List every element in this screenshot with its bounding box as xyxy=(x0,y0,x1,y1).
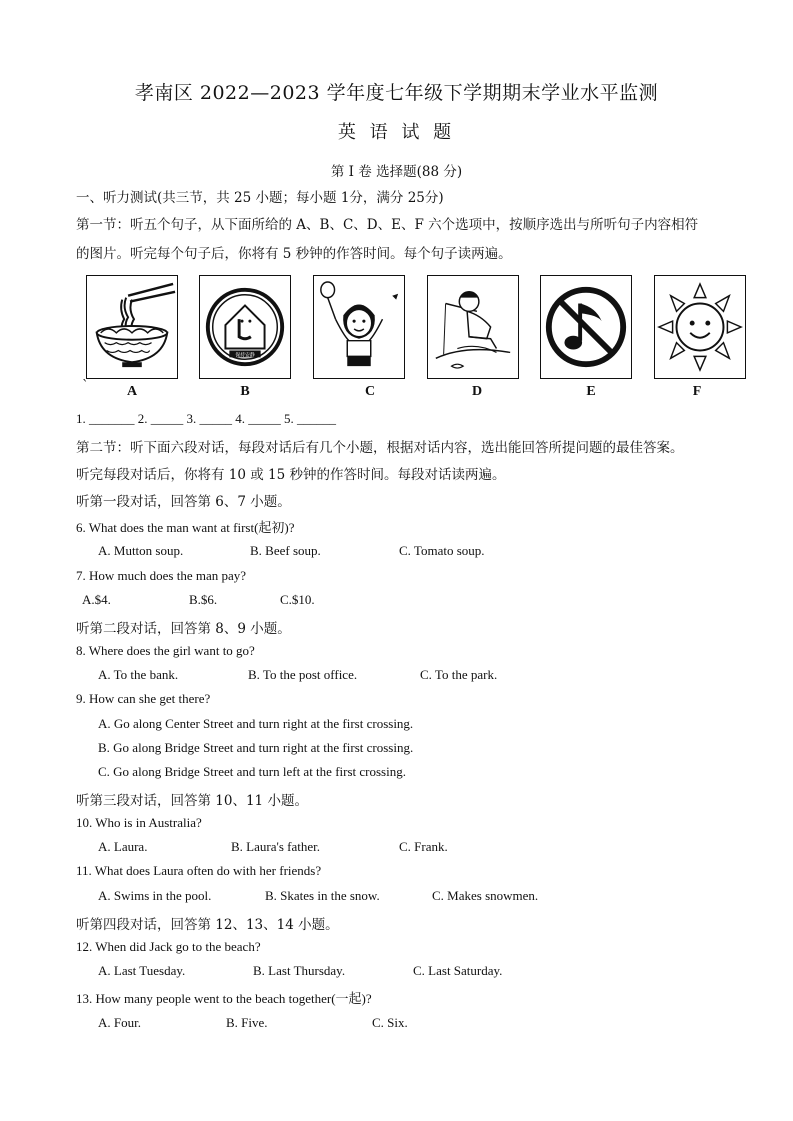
house-sign-icon xyxy=(200,276,290,378)
picture-d xyxy=(427,275,519,379)
boy-fishing-icon xyxy=(428,276,518,378)
picture-label: E xyxy=(586,384,596,399)
no-music-icon xyxy=(541,276,631,378)
stray-mark: ` xyxy=(82,378,89,394)
answer-option[interactable]: C. Makes snowmen. xyxy=(432,888,539,903)
sun-icon xyxy=(655,276,745,378)
answer-option[interactable]: C. Tomato soup. xyxy=(399,543,485,558)
picture-e xyxy=(540,275,632,379)
answer-option[interactable]: B. Five. xyxy=(226,1015,268,1030)
answer-option[interactable]: C.$10. xyxy=(280,592,315,607)
picture-label: F xyxy=(692,384,702,399)
dialogue-intro: 听第四段对话，回答第 12、13、14 小题。 xyxy=(76,917,339,933)
question-stem: 6. What does the man want at first(起初)? xyxy=(76,520,295,535)
question-stem: 10. Who is in Australia? xyxy=(76,815,202,830)
question-stem: 13. How many people went to the beach together(一起)? xyxy=(76,991,372,1006)
answer-option[interactable]: A. Last Tuesday. xyxy=(98,963,186,978)
answer-option[interactable]: C. Six. xyxy=(372,1015,408,1030)
picture-f xyxy=(654,275,746,379)
instruction-line: 听完每段对话后，你将有 10 或 15 秒钟的作答时间。每段对话读两遍。 xyxy=(76,467,506,483)
answer-blanks[interactable]: 1. _______ 2. _____ 3. _____ 4. _____ 5. ______ xyxy=(76,411,336,426)
noodles-icon xyxy=(87,276,177,378)
section-heading: 一、听力测试(共三节，共 25 小题；每小题 1分，满分 25分) xyxy=(76,190,444,206)
answer-option[interactable]: B. Skates in the snow. xyxy=(265,888,380,903)
answer-option[interactable]: B. To the post office. xyxy=(248,667,358,682)
question-stem: 7. How much does the man pay? xyxy=(76,568,247,583)
picture-b xyxy=(199,275,291,379)
part-heading: 第 I 卷 选择题(88 分) xyxy=(330,164,463,180)
answer-option[interactable]: A. To the bank. xyxy=(98,667,179,682)
exam-subject: 英 语 试 题 xyxy=(337,122,456,143)
picture-label: D xyxy=(471,384,483,399)
girl-badminton-icon xyxy=(314,276,404,378)
answer-option[interactable]: B. Laura's father. xyxy=(231,839,320,854)
answer-option[interactable]: A. Laura. xyxy=(98,839,148,854)
question-stem: 8. Where does the girl want to go? xyxy=(76,643,255,658)
picture-label: B xyxy=(240,384,250,399)
instruction-line: 第二节：听下面六段对话，每段对话后有几个小题，根据对话内容，选出能回答所提问题的最佳答案。 xyxy=(76,440,684,456)
answer-option[interactable]: A. Go along Center Street and turn right at the first crossing. xyxy=(98,716,414,731)
picture-label: C xyxy=(364,384,376,399)
answer-option[interactable]: B. Go along Bridge Street and turn right at the first crossing. xyxy=(98,740,414,755)
instruction-line: 第一节：听五个句子，从下面所给的 A、B、C、D、E、F 六个选项中，按顺序选出与所听句子内容相符 xyxy=(76,217,699,233)
answer-option[interactable]: B.$6. xyxy=(189,592,218,607)
sign-text: 保持安静 xyxy=(235,352,255,359)
answer-option[interactable]: C. Last Saturday. xyxy=(413,963,503,978)
question-stem: 9. How can she get there? xyxy=(76,691,211,706)
answer-option[interactable]: A.$4. xyxy=(82,592,111,607)
answer-option[interactable]: C. Frank. xyxy=(399,839,448,854)
answer-option[interactable]: C. To the park. xyxy=(420,667,498,682)
dialogue-intro: 听第一段对话，回答第 6、7 小题。 xyxy=(76,494,291,510)
dialogue-intro: 听第二段对话，回答第 8、9 小题。 xyxy=(76,621,291,637)
picture-a xyxy=(86,275,178,379)
question-stem: 12. When did Jack go to the beach? xyxy=(76,939,261,954)
answer-option[interactable]: B. Beef soup. xyxy=(250,543,321,558)
question-stem: 11. What does Laura often do with her friends? xyxy=(76,863,322,878)
picture-label: A xyxy=(126,384,138,399)
answer-option[interactable]: C. Go along Bridge Street and turn left at the first crossing. xyxy=(98,764,406,779)
answer-option[interactable]: A. Mutton soup. xyxy=(98,543,184,558)
answer-option[interactable]: A. Swims in the pool. xyxy=(98,888,212,903)
answer-option[interactable]: A. Four. xyxy=(98,1015,141,1030)
instruction-line: 的图片。听完每个句子后，你将有 5 秒钟的作答时间。每个句子读两遍。 xyxy=(76,246,512,262)
dialogue-intro: 听第三段对话，回答第 10、11 小题。 xyxy=(76,793,308,809)
answer-option[interactable]: B. Last Thursday. xyxy=(253,963,346,978)
picture-c xyxy=(313,275,405,379)
page-title: 孝南区 2022—2023 学年度七年级下学期期末学业水平监测 xyxy=(134,82,659,104)
